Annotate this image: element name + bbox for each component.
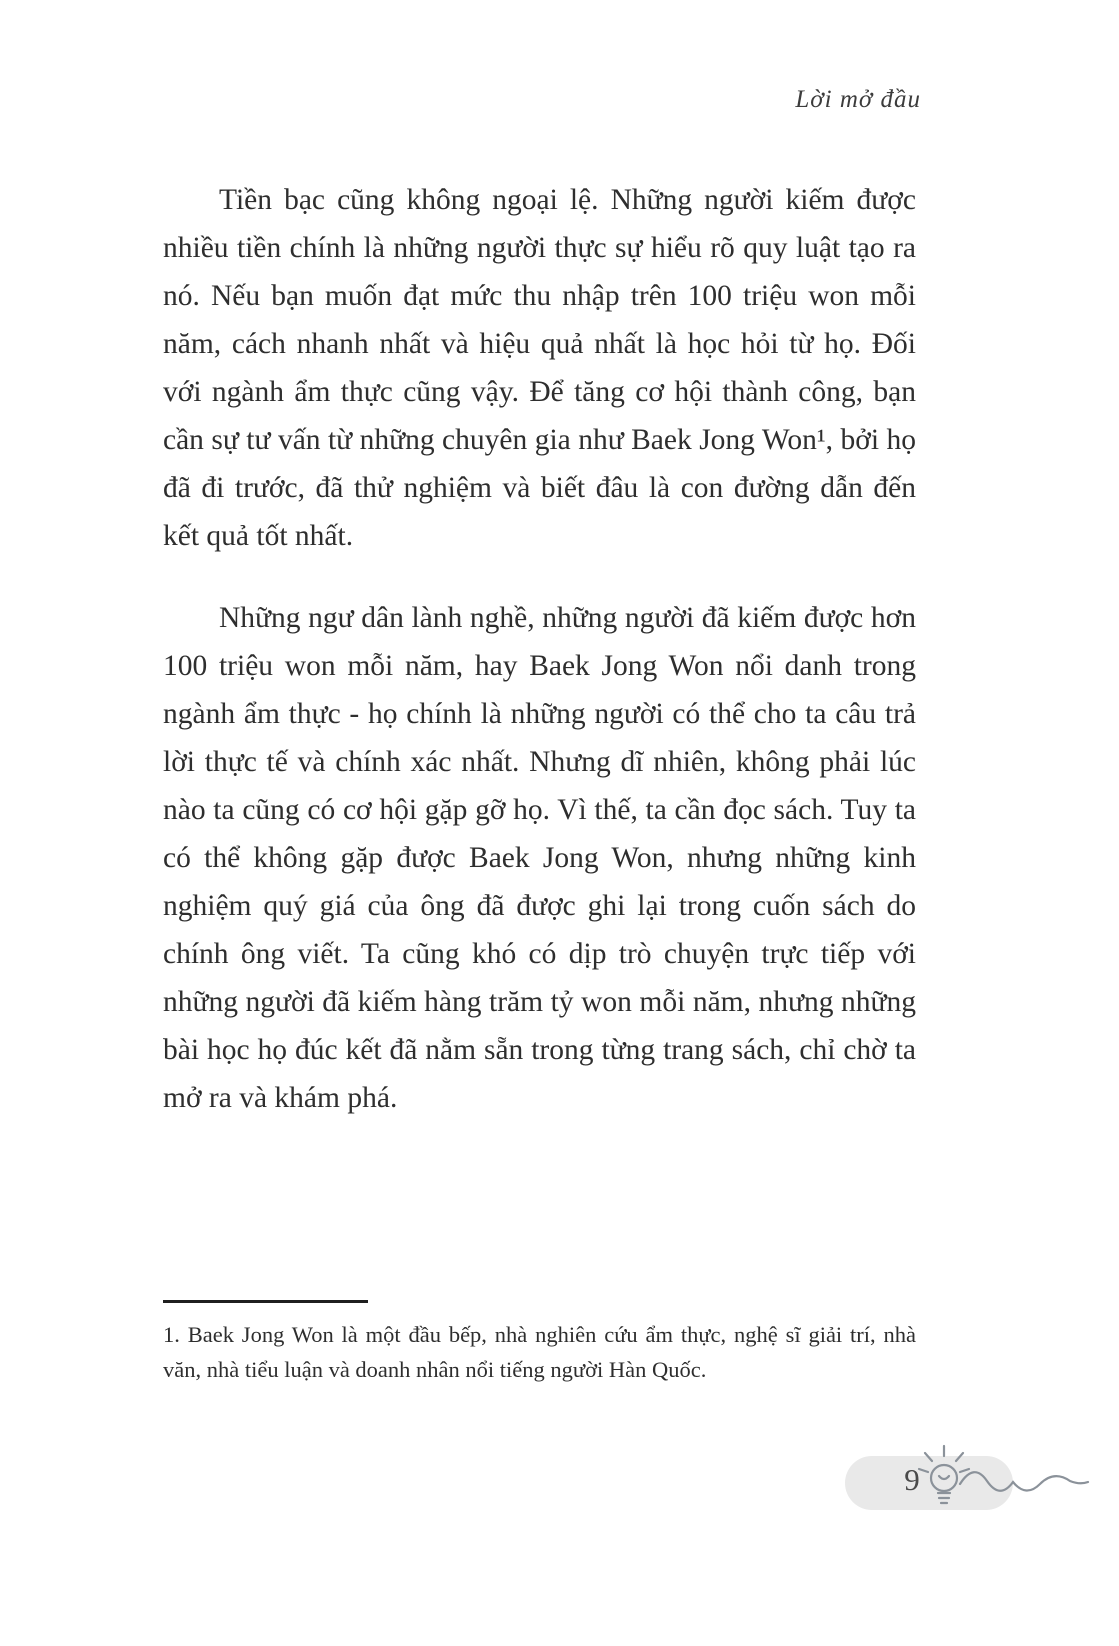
running-header: Lời mở đầu xyxy=(795,86,921,113)
paragraph: Tiền bạc cũng không ngoại lệ. Những người kiếm được nhiều tiền chính là những người thực sự hiểu rõ quy luật tạo ra nó. Nếu bạn muốn đạt mức thu nhập trên 100 triệu won mỗi năm, cách nhanh nhất và hiệu quả nhất là học hỏi từ họ. Đối với ngành ẩm thực cũng vậy. Để tăng cơ hội thành công, bạn cần sự tư vấn từ những chuyên gia như Baek Jong Won¹, bởi họ đã đi trước, đã thử nghiệm và biết đâu là con đường dẫn đến kết quả tốt nhất. xyxy=(163,184,916,552)
page-footer xyxy=(840,1420,1100,1530)
body-text xyxy=(163,176,916,1156)
paragraph: Những ngư dân lành nghề, những người đã kiếm được hơn 100 triệu won mỗi năm, hay Baek Jong Won nổi danh trong ngành ẩm thực - họ chính là những người có thể cho ta câu trả lời thực tế và chính xác nhất. Nhưng dĩ nhiên, không phải lúc nào ta cũng có cơ hội gặp gỡ họ. Vì thế, ta cần đọc sách. Tuy ta có thể không gặp được Baek Jong Won, nhưng những kinh nghiệm quý giá của ông đã được ghi lại trong cuốn sách do chính ông viết. Ta cũng khó có dịp trò chuyện trực tiếp với những người đã kiếm hàng trăm tỷ won mỗi năm, nhưng những bài học họ đúc kết đã nằm sẵn trong từng trang sách, chỉ chờ ta mở ra và khám phá. xyxy=(163,602,916,1114)
footnote: 1. Baek Jong Won là một đầu bếp, nhà nghiên cứu ẩm thực, nghệ sĩ giải trí, nhà văn, nhà tiểu luận và doanh nhân nổi tiếng người Hàn Quốc. xyxy=(163,1322,916,1382)
page-number: 9 xyxy=(904,1462,920,1497)
footnote-block xyxy=(163,1300,916,1387)
footnote-rule xyxy=(163,1300,368,1303)
